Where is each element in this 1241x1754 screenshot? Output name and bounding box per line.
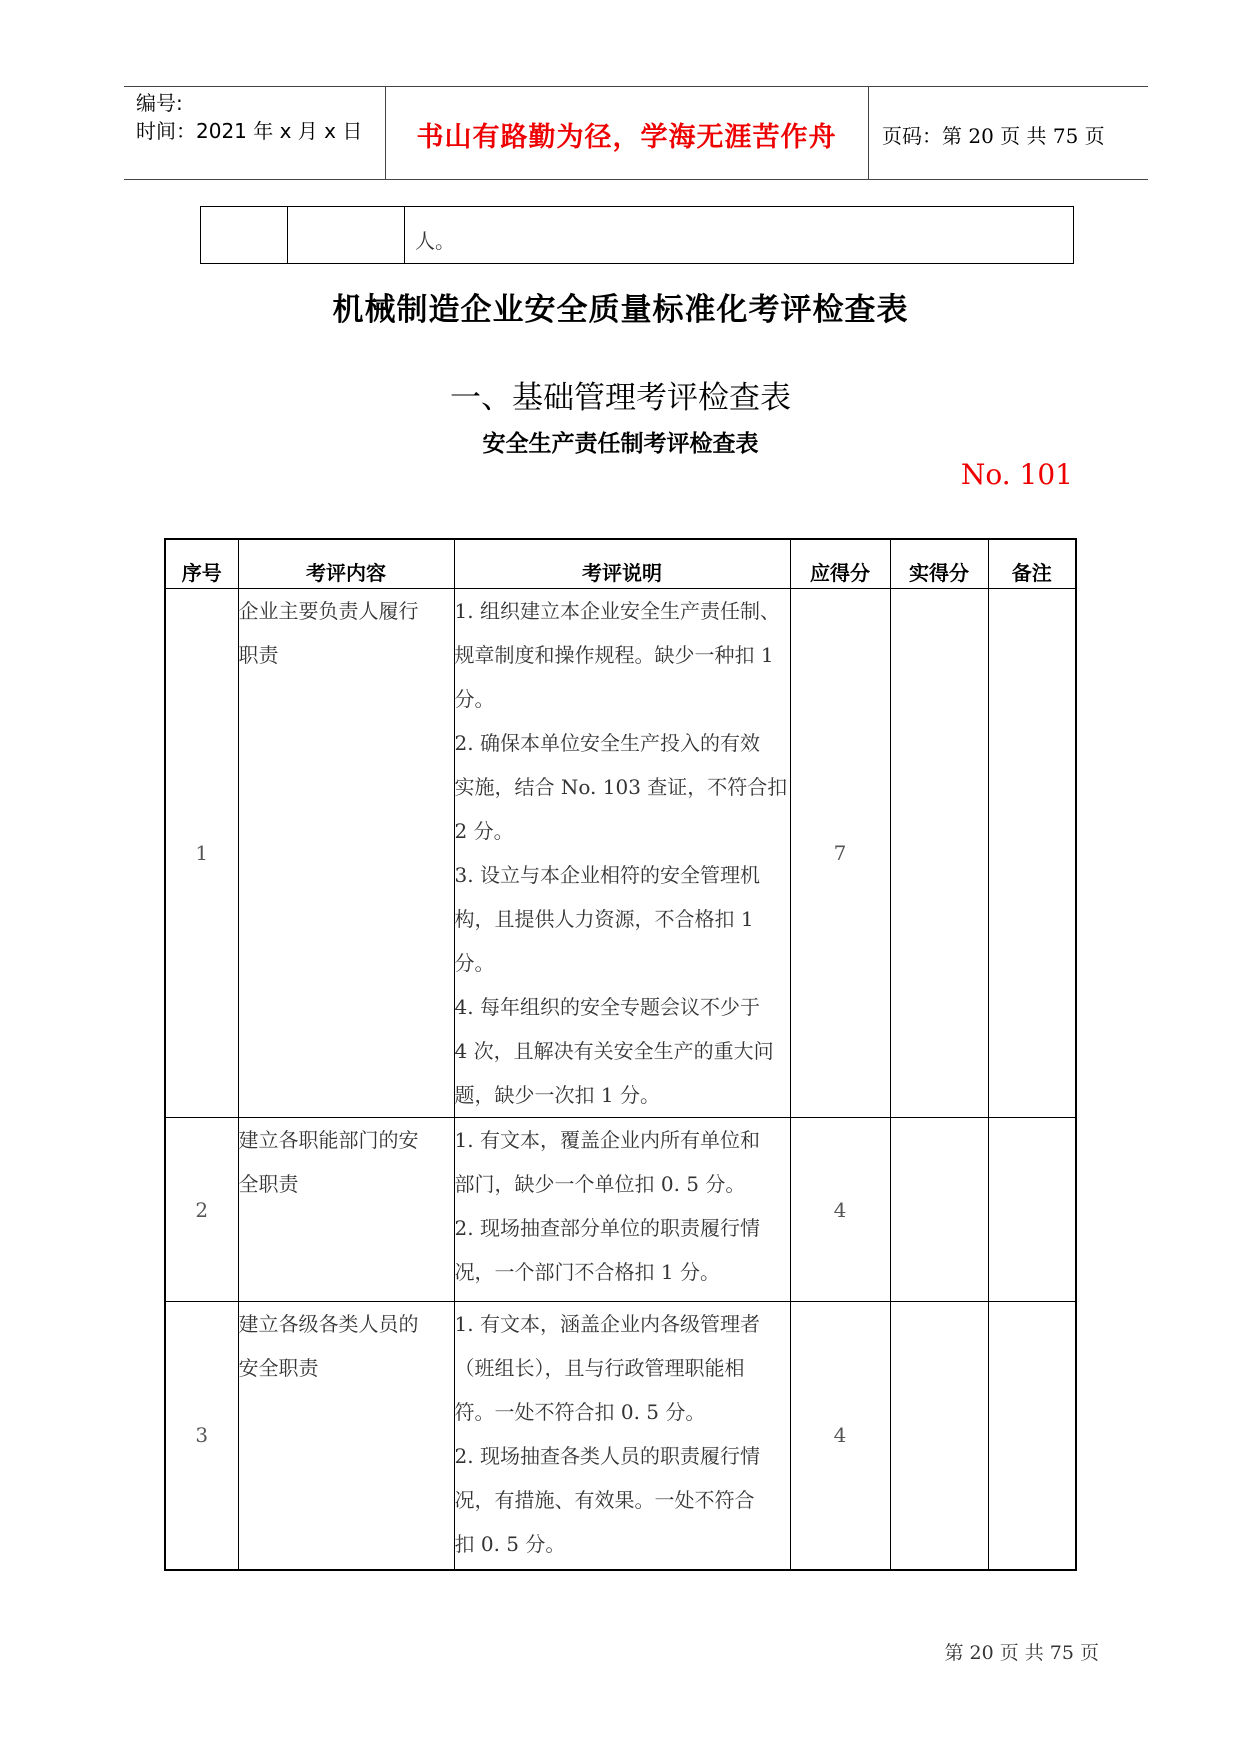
continuation-text: 人。: [415, 229, 455, 253]
row-actual-score[interactable]: [890, 1118, 988, 1302]
header-page-info: 页码：第 20 页 共 75 页: [882, 124, 1105, 148]
row-number: 2: [165, 1118, 238, 1302]
header-remark: 备注: [988, 539, 1076, 589]
header-no: 序号: [165, 539, 238, 589]
row-content: 企业主要负责人履行 职责: [238, 599, 419, 667]
header-score: 应得分: [790, 539, 890, 589]
row-number: 3: [165, 1302, 238, 1570]
document-title: 机械制造企业安全质量标准化考评检查表: [332, 292, 909, 328]
row-description: 1. 有文本，覆盖企业内所有单位和 部门，缺少一个单位扣 0. 5 分。 2. 现场抽查部分单位的职责履行情 况，一个部门不合格扣 1 分。: [454, 1128, 760, 1284]
continuation-divider: [287, 207, 288, 263]
row-content: 建立各职能部门的安 全职责: [238, 1128, 419, 1196]
row-remark[interactable]: [988, 589, 1076, 1118]
header-description: 考评说明: [454, 539, 790, 589]
header-motto: 书山有路勤为径，学海无涯苦作舟: [416, 122, 837, 153]
row-actual-score[interactable]: [890, 589, 988, 1118]
table-row: [165, 1302, 1076, 1570]
row-remark[interactable]: [988, 1302, 1076, 1570]
table-header-row: [165, 539, 1076, 589]
table-row: [165, 589, 1076, 1118]
header-divider: [868, 87, 869, 179]
table-number: No. 101: [960, 458, 1073, 491]
row-content: 建立各级各类人员的 安全职责: [238, 1312, 419, 1380]
page-header: [124, 86, 1148, 180]
table-subtitle: 安全生产责任制考评检查表: [482, 431, 759, 457]
row-score: 7: [790, 589, 890, 1118]
row-content-cell: [238, 589, 454, 1118]
table-row: [165, 1118, 1076, 1302]
row-content-cell: [238, 1302, 454, 1570]
header-actual-score: 实得分: [890, 539, 988, 589]
doc-number-label: 编号:: [136, 91, 183, 115]
row-content-cell: [238, 1118, 454, 1302]
row-description: 1. 有文本，涵盖企业内各级管理者 （班组长），且与行政管理职能相 符。一处不符合扣 0. 5 分。 2. 现场抽查各类人员的职责履行情 况，有措施、有效果。一处不符合 扣 0. 5 分。: [454, 1312, 760, 1556]
doc-time-label: 时间：2021 年 x 月 x 日: [136, 119, 363, 143]
row-description-cell: [454, 1118, 790, 1302]
header-content: 考评内容: [238, 539, 454, 589]
row-number: 1: [165, 589, 238, 1118]
row-remark[interactable]: [988, 1118, 1076, 1302]
row-description-cell: [454, 589, 790, 1118]
page-footer: 第 20 页 共 75 页: [944, 1642, 1099, 1664]
header-meta: [136, 89, 362, 145]
row-actual-score[interactable]: [890, 1302, 988, 1570]
section-title: 一、基础管理考评检查表: [450, 380, 791, 416]
continuation-row: [200, 206, 1074, 264]
row-description-cell: [454, 1302, 790, 1570]
row-description: 1. 组织建立本企业安全生产责任制、 规章制度和操作规程。缺少一种扣 1 分。 2. 确保本单位安全生产投入的有效 实施，结合 No. 103 查证，不符合扣 2 分。 3. 设立与本企业相符的安全管理机 构，且提供人力资源，不合格扣 1 分。 4. 每年组织的安全专题会议不少于 4 次，且解决有关安全生产的重大问 题，缺少一次扣 1 分。: [454, 599, 788, 1107]
continuation-divider: [404, 207, 405, 263]
evaluation-table: [164, 538, 1077, 1571]
row-score: 4: [790, 1302, 890, 1570]
row-score: 4: [790, 1118, 890, 1302]
